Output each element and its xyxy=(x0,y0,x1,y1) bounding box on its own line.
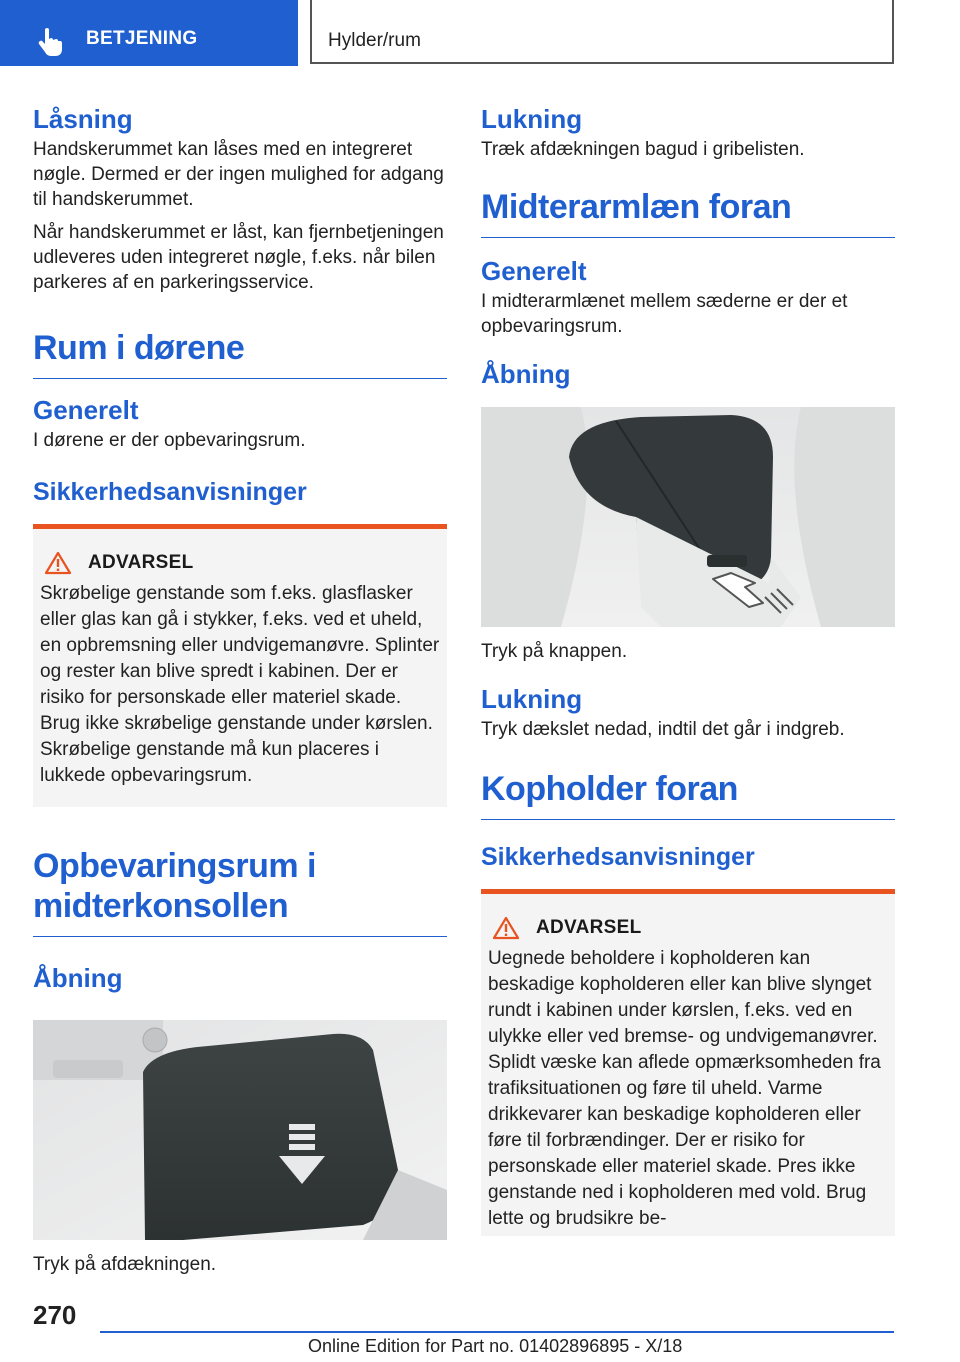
console-opening-heading: Åbning xyxy=(33,962,123,993)
warning-label: ADVARSEL xyxy=(88,552,194,574)
page-header xyxy=(0,0,960,66)
left-column xyxy=(33,98,447,1277)
doors-general-heading: Generelt xyxy=(33,395,139,426)
hand-pointer-icon xyxy=(36,26,66,56)
locking-heading: Låsning xyxy=(33,104,133,134)
footer-divider xyxy=(100,1331,894,1333)
warning-triangle-icon xyxy=(492,916,520,940)
safety-heading: Sikkerhedsanvisninger xyxy=(33,478,307,507)
section-label: BETJENING xyxy=(86,28,198,49)
right-column xyxy=(481,98,895,1236)
cupholder-safety-heading: Sikkerhedsanvisninger xyxy=(481,842,755,871)
cupholder-heading: Kopholder foran xyxy=(481,770,895,820)
page-number: 270 xyxy=(33,1300,77,1330)
warning-text: Skrøbelige genstande som f.eks. glasflasker eller glas kan gå i stykker, f.eks. ved et uheld, en opbremsning eller undvigemanøvre. Splinter og rester kan blive spredt i kabinen. Der er risiko for personskade eller materiel skade. Brug ikke skrøbelige genstande under kørslen. Skrøbelige genstande må kun placeres i lukkede opbevaringsrum. xyxy=(40,583,440,787)
doors-general-text: I dørene er der opbevaringsrum. xyxy=(33,430,306,452)
section-tab[interactable] xyxy=(0,0,298,66)
cupholder-warning-box xyxy=(481,889,895,1236)
closing-heading: Lukning xyxy=(481,104,583,134)
closing-text: Træk afdækningen bagud i gribelisten. xyxy=(481,139,805,161)
doors-heading: Rum i dørene xyxy=(33,329,447,379)
armrest-opening-heading: Åbning xyxy=(481,359,571,390)
warning-triangle-icon xyxy=(44,551,72,575)
locking-paragraph-2: Når handskerummet er låst, kan fjernbetjeningen udleveres uden integreret nøgle, f.eks. når bilen parkeres af en parkeringsservice. xyxy=(33,222,444,294)
edition-text: Online Edition for Part no. 01402896895 - X/18 xyxy=(308,1336,683,1356)
armrest-general-text: I midterarmlænet mellem sæderne er der et opbevaringsrum. xyxy=(481,291,848,338)
armrest-illustration xyxy=(481,407,895,627)
breadcrumb xyxy=(310,0,894,64)
armrest-general-heading: Generelt xyxy=(481,256,587,287)
warning-box xyxy=(33,524,447,807)
cupholder-warning-label: ADVARSEL xyxy=(536,916,642,938)
locking-paragraph-1: Handskerummet kan låses med en integreret nøgle. Dermed er der ingen mulighed for adgang til handskerummet. xyxy=(33,139,444,211)
cupholder-warning-text: Uegnede beholdere i kopholderen kan beskadige kopholderen eller kan blive slynget rundt i kabinen under kørslen, f.eks. ved en ulykke eller ved bremse- og undvigemanøvrer. Splidt væske kan aflede opmærksomheden fra trafiksituationen og føre til uheld. Varme drikkevarer kan beskadige kopholderen eller føre til forbrændinger. Der er risiko for personskade eller materiel skade. Pres ikke genstande ned i kopholderen med vold. Brug lette og brudsikre be- xyxy=(488,947,881,1229)
console-opening-caption: Tryk på afdækningen. xyxy=(33,1253,217,1275)
closing2-text: Tryk dækslet nedad, indtil det går i indgreb. xyxy=(481,718,845,740)
armrest-heading: Midterarmlæn foran xyxy=(481,188,895,238)
closing2-heading: Lukning xyxy=(481,683,583,714)
breadcrumb-text: Hylder/rum xyxy=(328,30,421,51)
console-heading: Opbevaringsrum i midterkonsollen xyxy=(33,847,447,936)
armrest-opening-caption: Tryk på knappen. xyxy=(481,640,628,662)
glovebox-illustration xyxy=(33,1020,447,1240)
